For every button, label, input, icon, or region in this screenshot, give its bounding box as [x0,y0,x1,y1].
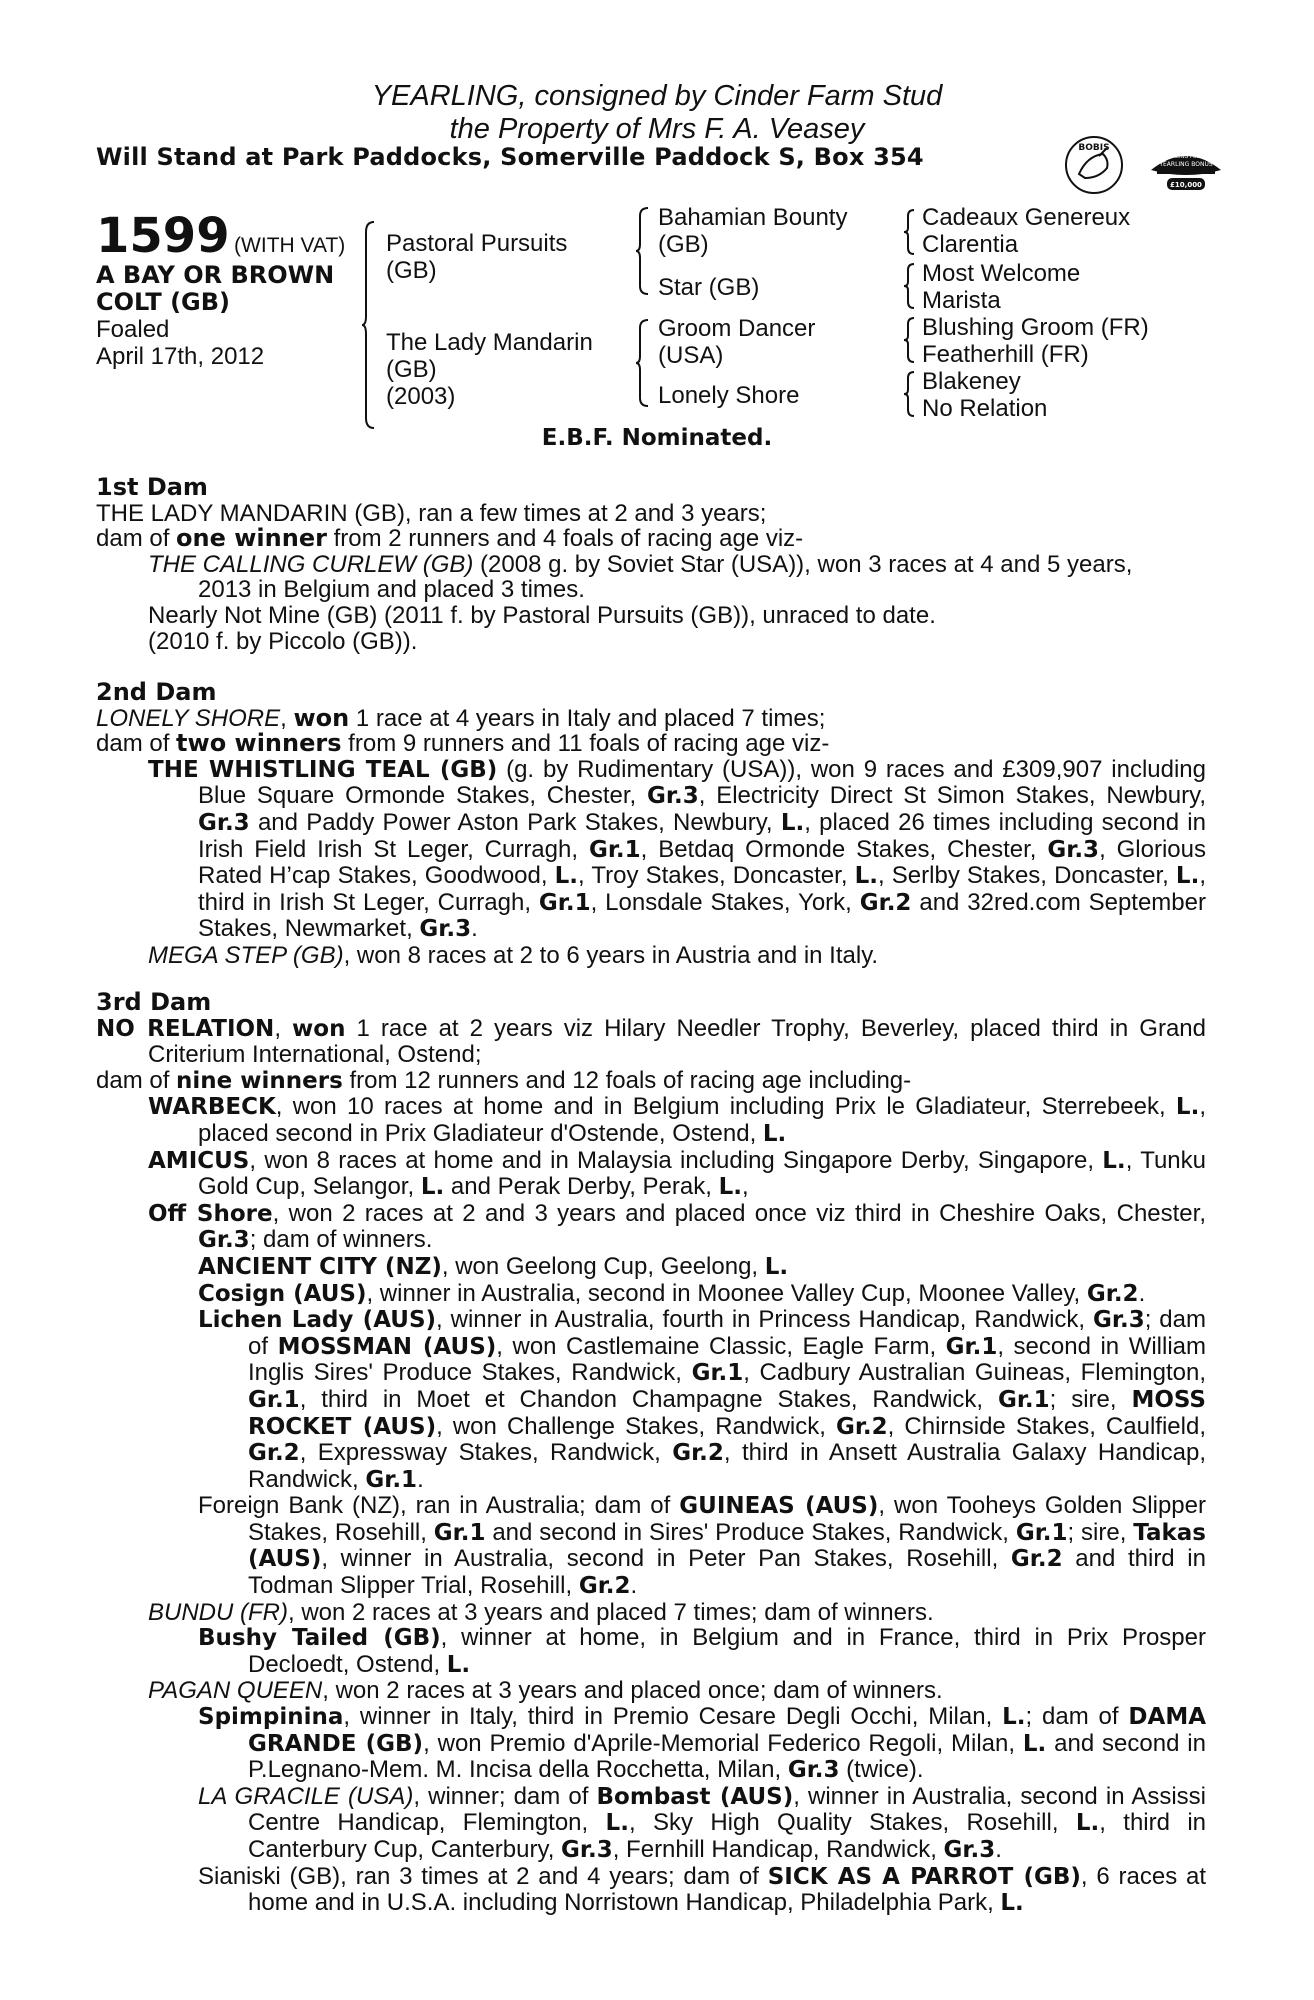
gen3-sss: Cadeaux Genereux [922,204,1131,231]
text-run: Gr.2 [835,1413,888,1440]
text-run: ; dam of [1025,1703,1129,1731]
dam-name: The Lady Mandarin (GB) (2003) [386,329,593,410]
sire-sire-name: Bahamian Bounty (GB) [658,204,848,258]
text-run: Spimpinina [198,1704,344,1731]
sire-bracket-icon [634,206,652,296]
text-run: L. [854,863,879,890]
lot-number-line [96,208,345,264]
text-run: MOSS ROCKET (AUS) [248,1386,1206,1440]
third-dam-section [96,990,1206,1917]
text-run: . [995,1836,1002,1863]
text-run: Bombast (AUS) [596,1783,794,1810]
bracket-ss-icon [902,208,918,256]
text-run: , won Premio d'Aprile-Memorial Federico Regoli, Milan, [423,1729,1023,1757]
text-run: Gr.1 [1015,1519,1068,1546]
text-run: and second in P.Legnano-Mem. M. Incisa della Rocchetta, Milan, [248,1729,1206,1784]
text-run: Gr.2 [578,1573,631,1600]
text-run: L. [764,1253,789,1280]
gen3-ddd: No Relation [922,395,1048,422]
text-run: , Expressway Stakes, Randwick, [299,1439,673,1467]
first-dam-line-1: THE LADY MANDARIN (GB), ran a few times at 2 and 3 years; [96,499,767,527]
text-run: Gr.2 [1086,1280,1139,1307]
text-run: Gr.1 [248,1386,300,1413]
dam-bracket-icon [634,318,652,408]
bushy-tailed-entry [96,1625,1206,1678]
text-run: GUINEAS (AUS) [679,1493,879,1520]
second-dam-section [96,680,1206,969]
text-run: (twice). [839,1756,924,1784]
third-dam-produce-summary [96,1068,1206,1095]
text-run: , [741,1173,749,1201]
stand-location: Will Stand at Park Paddocks, Somerville Paddock S, Box 354 [96,143,924,171]
text-run: WARBECK [148,1094,276,1121]
text-run: L. [1002,1704,1026,1731]
text-run: L. [762,1120,787,1147]
first-dam-heading: 1st Dam [96,473,208,501]
sire-name: Pastoral Pursuits (GB) [386,230,568,284]
text-run: and second in Sires' Produce Stakes, Randwick, [485,1518,1016,1546]
text-run: Gr.1 [365,1466,418,1493]
text-run: Gr.3 [787,1757,840,1784]
text-run: , Serlby Stakes, Doncaster, [878,862,1176,890]
text-run: L. [420,1174,445,1201]
text-run: . [630,1572,638,1600]
text-run: 1 race at 2 years viz Hilary Needler Trophy, Beverley, placed third in Grand Criterium International, Ostend; [148,1014,1206,1069]
whistling-teal-entry [96,757,1206,943]
text-run: ; sire, [1067,1518,1134,1546]
text-run: Gr.1 [538,889,591,916]
text-run: , won 2 races at 3 years and placed once; dam of winners. [322,1677,943,1705]
header-line-2: the Property of Mrs F. A. Veasey [449,113,865,145]
text-run: L. [1175,863,1200,890]
text-run: , winner in Italy, third in Premio Cesare Degli Occhi, Milan, [343,1703,1003,1731]
lot-description-2: COLT (GB) [96,288,230,316]
text-run: THE WHISTLING TEAL (GB) [148,756,498,783]
first-dam-line-2: dam of one winner from 2 runners and 4 foals of racing age viz- [96,524,804,553]
text-run: Gr.3 [561,1837,613,1863]
bonus-amount-text: £10,000 [1170,181,1202,189]
text-run: AMICUS [148,1147,250,1174]
text-run: Cosign (AUS) [198,1280,367,1307]
text-run: , third in Canterbury Cup, Canterbury, [248,1809,1206,1863]
text-run: Gr.2 [672,1440,724,1467]
text-run: Gr.2 [859,889,912,916]
text-run: from 12 runners and 12 foals of racing age including- [342,1066,912,1094]
text-run: Gr.3 [647,783,699,810]
text-run: Gr.3 [419,916,472,943]
off-shore-entry [96,1201,1206,1254]
text-run: Off Shore [148,1200,273,1227]
text-run: . [471,915,478,943]
text-run: NO RELATION [96,1015,275,1042]
yearling-bonus-logo-icon [1147,136,1225,202]
text-run: , 6 races at home and in U.S.A. including Norristown Handicap, Philadelphia Park, [248,1862,1207,1917]
text-run: L. [446,1651,471,1678]
text-run: , winner; dam of [413,1782,597,1810]
text-run: and Perak Derby, Perak, [444,1173,719,1201]
lot-vat: (WITH VAT) [234,234,346,257]
text-run: , won 2 races at 2 and 3 years and placed once viz third in Cheshire Oaks, Chester, [272,1199,1206,1227]
first-dam-produce-3: (2010 f. by Piccolo (GB)). [148,627,418,655]
second-dam-heading: 2nd Dam [96,678,217,706]
text-run: L. [1000,1890,1024,1917]
bundu-entry [96,1600,1206,1626]
text-run: ; dam of winners. [249,1226,433,1254]
text-run: , won Tooheys Golden Slipper Stakes, Rosehill, [248,1492,1206,1546]
text-run: L. [1175,1094,1200,1121]
text-run: Takas (AUS) [248,1519,1207,1573]
text-run: DAMA GRANDE (GB) [248,1704,1207,1757]
text-run: . [1138,1279,1146,1307]
text-run: , placed second in Prix Gladiateur d'Ostende, Ostend, [198,1093,1206,1147]
text-run: Gr.2 [1010,1546,1063,1573]
text-run: (g. by Rudimentary (USA)), won 9 races and £309,907 including Blue Square Ormonde Stakes, Chester, [198,755,1206,810]
text-run: and Paddy Power Aston Park Stakes, Newbury, [249,808,781,836]
gen3-sds: Most Welcome [922,260,1081,287]
text-run: L. [718,1174,742,1201]
bracket-dd-icon [902,370,918,418]
text-run: MOSSMAN (AUS) [277,1333,497,1360]
text-run: Gr.3 [198,809,250,836]
text-run: . [417,1465,424,1493]
text-run: Foreign Bank (NZ), ran in Australia; dam of [198,1492,680,1520]
first-dam-produce-1: THE CALLING CURLEW (GB) (2008 g. by Soviet Star (USA)), won 3 races at 4 and 5 years, [148,550,1133,578]
text-run: won [292,1015,346,1042]
mega-step-entry: MEGA STEP (GB), won 8 races at 2 to 6 years in Austria and in Italy. [148,941,879,969]
first-dam-produce-2: Nearly Not Mine (GB) (2011 f. by Pastoral Pursuits (GB)), unraced to date. [148,601,936,629]
text-run: , Cadbury Australian Guineas, Flemington, [743,1359,1207,1387]
text-run: L. [780,809,805,836]
second-dam-line-2: dam of two winners from 9 runners and 11 foals of racing age viz- [96,729,830,758]
text-run: Gr.3 [943,1837,996,1863]
text-run: Gr.1 [691,1360,744,1387]
text-run: Gr.1 [945,1333,998,1360]
text-run: Lichen Lady (AUS) [198,1307,437,1334]
text-run: L. [1022,1730,1047,1757]
text-run: , won Castlemaine Classic, Eagle Farm, [496,1332,946,1360]
text-run: , Betdaq Ormonde Stakes, Chester, [640,835,1048,863]
text-run: Gr.3 [1093,1307,1145,1334]
text-run: , won 2 races at 3 years and placed 7 times; dam of winners. [287,1598,934,1626]
header-line-1: YEARLING, consigned by Cinder Farm Stud [371,80,943,112]
text-run: and third in Todman Slipper Trial, Rosehill, [248,1545,1206,1600]
text-run: L. [554,863,579,890]
text-run: , third in Moet et Chandon Champagne Stakes, Randwick, [299,1385,998,1413]
text-run: PAGAN QUEEN [148,1677,323,1705]
text-run: , Chirnside Stakes, Caulfield, [887,1412,1206,1440]
text-run: , winner in Australia, second in Assissi Centre Handicap, Flemington, [248,1782,1206,1837]
bobis-text: BOBIS [1078,143,1110,153]
text-run: , Glorious Rated H’cap Stakes, Goodwood, [198,835,1207,890]
text-run: L. [605,1810,629,1837]
text-run: ANCIENT CITY (NZ) [198,1253,442,1280]
third-dam-heading: 3rd Dam [96,988,212,1016]
text-run: L. [1102,1147,1126,1174]
ancient-city-entry [96,1254,1206,1281]
bracket-sd-icon [902,262,918,310]
text-run: LA GRACILE (USA) [198,1782,414,1810]
text-run: Sianiski (GB), ran 3 times at 2 and 4 years; dam of [198,1862,768,1890]
bracket-ds-icon [902,316,918,364]
gen3-sdd: Marista [922,287,1001,314]
text-run: , won 10 races at home and in Belgium including Prix le Gladiateur, Sterrebeek, [275,1093,1176,1121]
lot-description-1: A BAY OR BROWN [96,261,335,289]
text-run: and 32red.com September Stakes, Newmarket, [198,888,1206,943]
text-run: ; sire, [1049,1385,1132,1413]
foaled-date: April 17th, 2012 [96,343,265,370]
warbeck-entry [96,1094,1206,1147]
text-run: , winner at home, in Belgium and in France, third in Prix Prosper Decloedt, Ostend, [248,1624,1206,1678]
text-run: , [274,1014,293,1042]
first-dam-section [96,475,1206,654]
text-run: Gr.2 [248,1440,300,1467]
gen3-dsd: Featherhill (FR) [922,341,1089,368]
text-run: , won Geelong Cup, Geelong, [441,1252,765,1280]
sianiski-entry [96,1864,1206,1917]
bonus-top-text: RACING POST [1169,154,1203,160]
text-run: ; dam of [248,1306,1206,1360]
text-run: , Tunku Gold Cup, Selangor, [198,1146,1207,1201]
text-run: , winner in Australia, second in Moonee Valley Cup, Moonee Valley, [366,1279,1087,1307]
text-run: , Troy Stakes, Doncaster, [578,862,855,890]
text-run: Gr.3 [1047,836,1100,863]
sire-dam-name: Star (GB) [658,274,760,301]
text-run: , Fernhill Handicap, Randwick, [612,1836,944,1863]
dam-dam-name: Lonely Shore [658,382,800,409]
no-relation-entry [96,1016,1206,1068]
pedigree-big-bracket-icon [360,220,380,430]
dam-sire-name: Groom Dancer (USA) [658,315,816,369]
text-run: , placed 26 times including second in Irish Field Irish St Leger, Curragh, [198,808,1206,863]
spimpinina-entry [96,1704,1206,1784]
text-run: SICK AS A PARROT (GB) [767,1863,1081,1890]
text-run: Bushy Tailed (GB) [198,1625,441,1652]
text-run: Gr.3 [198,1227,250,1254]
pagan-queen-entry [96,1678,1206,1704]
ebf-nominated: E.B.F. Nominated. [541,425,773,451]
text-run: nine winners [176,1067,343,1094]
text-run: , second in William Inglis Sires' Produce Stakes, Randwick, [248,1332,1207,1387]
text-run: , Lonsdale Stakes, York, [590,888,860,916]
text-run: , winner in Australia, fourth in Princess Handicap, Randwick, [436,1306,1094,1334]
text-run: , won Challenge Stakes, Randwick, [436,1412,836,1440]
text-run: L. [1075,1810,1100,1837]
second-dam-line-1: LONELY SHORE, won 1 race at 4 years in Italy and placed 7 times; [96,703,826,732]
foaled-label: Foaled [96,316,170,343]
text-run: Gr.1 [997,1386,1050,1413]
gen3-dds: Blakeney [922,368,1021,395]
cosign-entry [96,1281,1206,1308]
text-run: , winner in Australia, second in Peter Pan Stakes, Rosehill, [321,1545,1011,1573]
gen3-dss: Blushing Groom (FR) [922,314,1149,341]
bonus-mid-text: YEARLING BONUS [1159,161,1213,168]
text-run: Gr.1 [588,836,641,863]
lichen-lady-entry [96,1307,1206,1493]
la-gracile-entry [96,1784,1206,1864]
bobis-logo-icon [1063,134,1125,196]
text-run: , third in Ansett Australia Galaxy Handicap, Randwick, [248,1439,1206,1493]
text-run: , won 8 races at home and in Malaysia including Singapore Derby, Singapore, [249,1146,1103,1174]
text-run: , third in Irish St Leger, Curragh, [198,862,1206,916]
amicus-entry [96,1148,1206,1201]
lot-number: 1599 [96,208,230,264]
text-run: dam of [96,1066,177,1094]
text-run: , Sky High Quality Stakes, Rosehill, [628,1809,1076,1837]
text-run: BUNDU (FR) [148,1598,288,1626]
text-run: , Electricity Direct St Simon Stakes, Newbury, [698,782,1206,810]
text-run: Gr.1 [433,1519,486,1546]
foreign-bank-entry [96,1493,1206,1599]
first-dam-produce-1-cont: 2013 in Belgium and placed 3 times. [198,576,585,604]
gen3-ssd: Clarentia [922,231,1019,258]
